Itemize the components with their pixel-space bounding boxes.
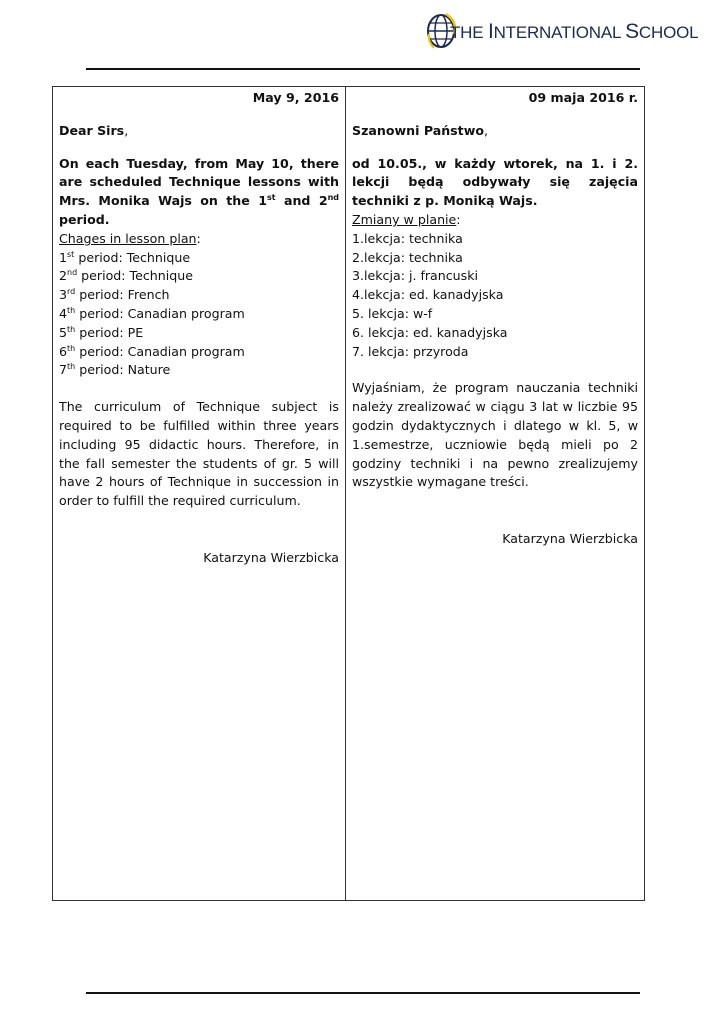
english-column — [53, 87, 346, 900]
header-divider — [86, 68, 640, 70]
school-name: THE INTERNATIONAL SCHOOL — [450, 20, 699, 43]
list-item: 1st period: Technique — [59, 249, 191, 265]
list-item: 6. lekcja: ed. kanadyjska — [352, 324, 508, 340]
polish-intro: od 10.05., w każdy wtorek, na 1. i 2. lekcji będą odbywały się zajęcia techniki z p. Moniką Wajs. — [352, 155, 638, 209]
school-logo — [424, 8, 699, 54]
footer-divider — [86, 992, 640, 994]
english-lesson-plan — [59, 249, 339, 381]
list-item: 5th period: PE — [59, 324, 144, 340]
list-item: 2nd period: Technique — [59, 268, 193, 284]
list-item: 4.lekcja: ed. kanadyjska — [352, 287, 504, 303]
english-signature: Katarzyna Wierzbicka — [203, 549, 339, 565]
list-item: 1.lekcja: technika — [352, 230, 463, 246]
list-item: 4th period: Canadian program — [59, 305, 245, 321]
list-item: 3rd period: French — [59, 287, 170, 303]
polish-body: Wyjaśniam, że program nauczania techniki należy zrealizować w ciągu 3 lat w liczbie 95 godzin dydaktycznych i dlatego w kl. 5, w 1.semestrze, uczniowie będą mieli po 2 godziny techniki i na pewno zrealizujemy wszystkie wymagane treści. — [352, 380, 638, 490]
english-date: May 9, 2016 — [252, 90, 339, 105]
polish-lesson-plan — [352, 230, 638, 362]
english-intro: On each Tuesday, from May 10, there are scheduled Technique lessons with Mrs. Monika Wajs on the 1st and 2nd period. — [59, 155, 339, 227]
list-item: 7th period: Nature — [59, 362, 171, 378]
polish-signature: Katarzyna Wierzbicka — [502, 531, 638, 547]
english-body: The curriculum of Technique subject is required to be fulfilled within three years including 95 didactic hours. Therefore, in the fall semester the students of gr. 5 will have 2 hours of Technique in succession in order to fulfill the required curriculum. — [59, 399, 339, 509]
english-salutation: Dear Sirs, — [59, 122, 129, 138]
list-item: 3.lekcja: j. francuski — [352, 268, 479, 284]
list-item: 7. lekcja: przyroda — [352, 343, 469, 359]
english-changes-heading: Chages in lesson plan: — [59, 230, 201, 246]
list-item: 2.lekcja: technika — [352, 249, 463, 265]
list-item: 5. lekcja: w-f — [352, 305, 433, 321]
polish-column — [346, 87, 644, 900]
bilingual-letter-table — [52, 86, 645, 901]
polish-date: 09 maja 2016 r. — [528, 90, 638, 105]
list-item: 6th period: Canadian program — [59, 343, 245, 359]
polish-changes-heading: Zmiany w planie: — [352, 211, 461, 227]
polish-salutation: Szanowni Państwo, — [352, 122, 488, 138]
